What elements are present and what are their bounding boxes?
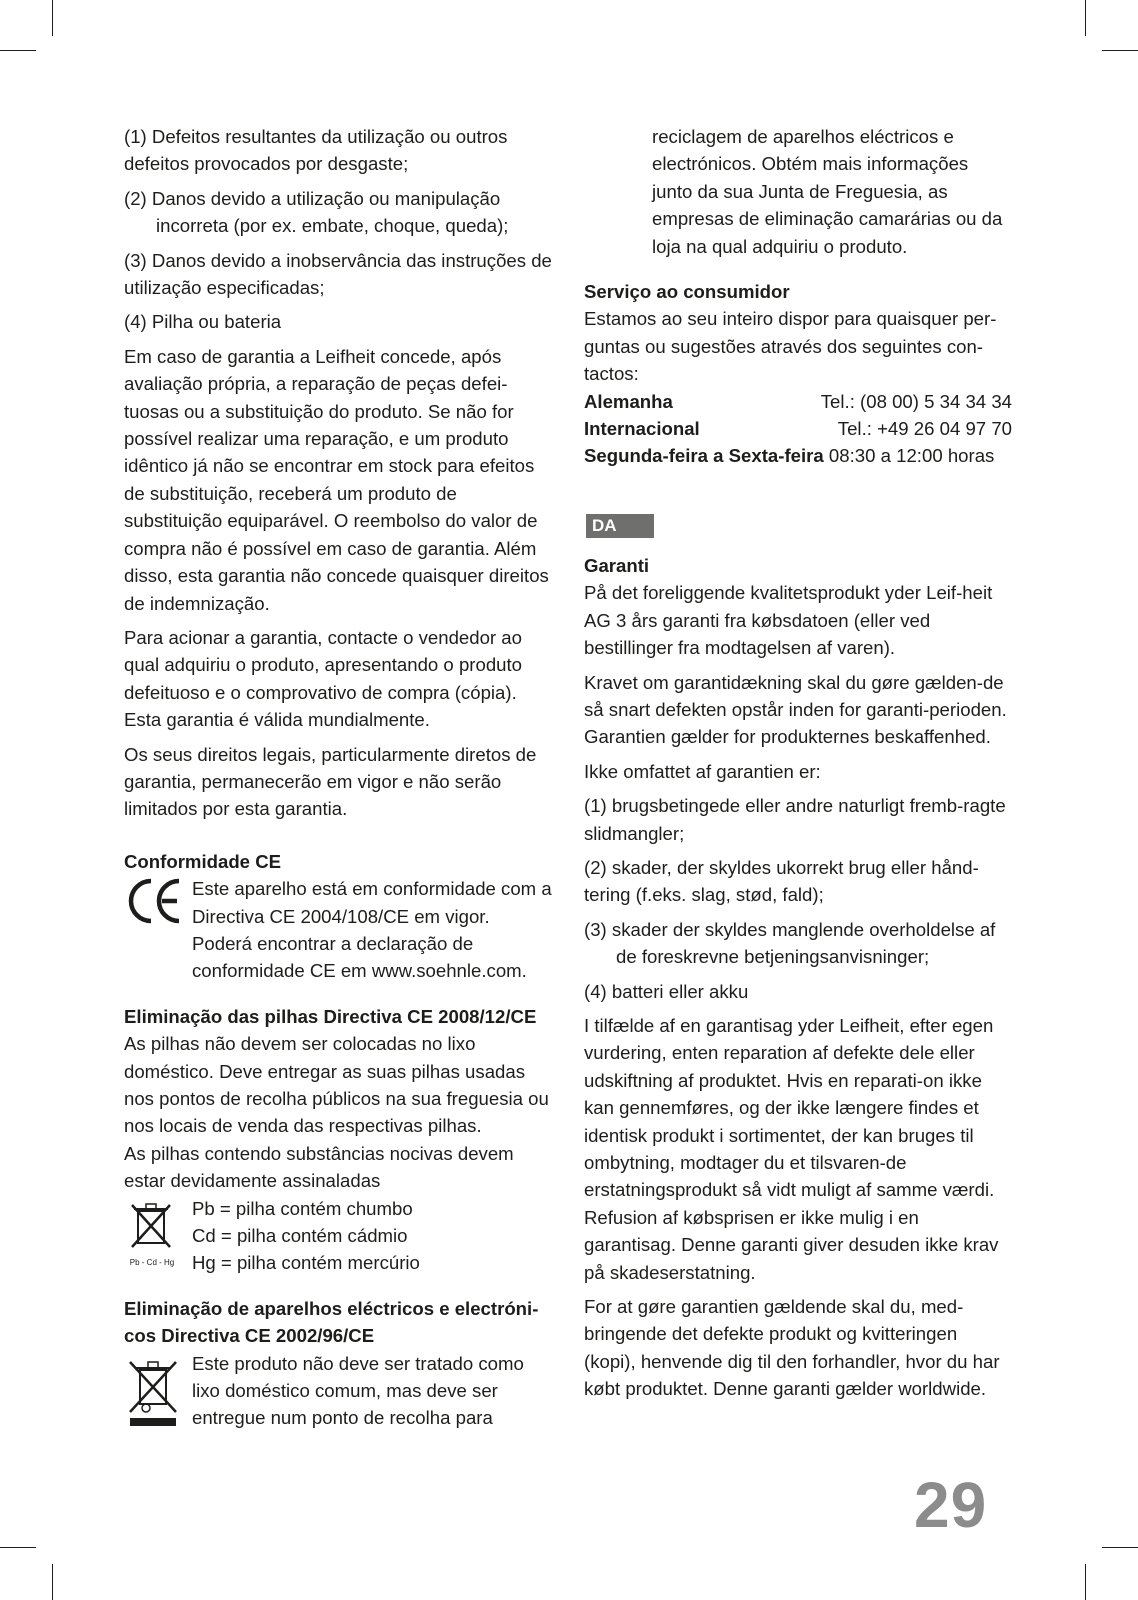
warranty-exclusion-4: (4) Pilha ou bateria	[124, 311, 282, 333]
warranty-exclusion-3: (3) Danos devido a inobservância das instruções de utilização especificadas;	[124, 249, 552, 299]
hours-label: Segunda-feira a Sexta-feira	[584, 445, 824, 467]
service-heading: Serviço ao consumidor	[584, 281, 790, 303]
weee-continued: reciclagem de aparelhos eléctricos e electrónicos. Obtém mais informações junto da sua Junta de Freguesia, as empresas de eliminação camarárias ou da loja na qual adquiriu o produto.	[652, 126, 1003, 257]
crop-mark	[0, 50, 36, 51]
contact-phone: Tel.: (08 00) 5 34 34 34	[820, 390, 1012, 412]
warranty-exclusion-2: (2) Danos devido a utilização ou manipulação incorreta (por ex. embate, choque, queda);	[124, 187, 509, 237]
battery-list	[192, 1195, 554, 1277]
crop-mark	[52, 1564, 53, 1600]
legal-rights-paragraph: Os seus direitos legais, particularmente diretos de garantia, permanecerão em vigor e não serão limitados por esta garantia.	[124, 743, 537, 820]
battery-list-item: Cd = pilha contém cádmio	[192, 1225, 408, 1247]
crop-mark	[1085, 1564, 1086, 1600]
contact-label: Internacional	[584, 418, 700, 440]
da-exclusion-4: (4) batteri eller akku	[584, 980, 749, 1002]
da-paragraph-5: For at gøre garantien gældende skal du, med-bringende det defekte produkt og kvitteringen (kopi), henvende dig til den forhandler, hvor du har købt produktet. Denne garanti gælder worldwide.	[584, 1296, 1000, 1400]
right-column	[584, 123, 1012, 1410]
ce-mark-icon	[124, 875, 192, 934]
crop-mark	[1102, 1547, 1138, 1548]
ce-heading: Conformidade CE	[124, 850, 282, 872]
da-exclusion-1: (1) brugsbetingede eller andre naturligt fremb-ragte slidmangler;	[584, 795, 1006, 844]
battery-heading: Eliminação das pilhas Directiva CE 2008/12/CE	[124, 1005, 537, 1027]
contact-phone: Tel.: +49 26 04 97 70	[837, 418, 1012, 440]
ce-text: Este aparelho está em conformidade com a Directiva CE 2004/108/CE em vigor. Poderá encontrar a declaração de conformidade CE em www.soehnle.com.	[192, 878, 552, 982]
contact-germany	[584, 388, 1012, 415]
crossed-bin-icon	[124, 1195, 192, 1268]
warranty-claim-paragraph: Para acionar a garantia, contacte o vendedor ao qual adquiriu o produto, apresentando o produto defeituoso e o comprovativo de compra (cópia). Esta garantia é válida mundialmente.	[124, 626, 523, 731]
weee-block	[124, 1350, 554, 1439]
battery-block	[124, 1195, 554, 1277]
left-column	[124, 123, 554, 1439]
contact-label: Alemanha	[584, 390, 673, 412]
da-exclusion-3: (3) skader der skyldes manglende overholdelse af de foreskrevne betjeningsanvisninger;	[584, 918, 996, 968]
battery-list-item: Pb = pilha contém chumbo	[192, 1197, 413, 1219]
weee-bin-icon	[124, 1350, 192, 1439]
service-text: Estamos ao seu inteiro dispor para quaisquer per-guntas ou sugestões através dos seguintes con-tactos:	[584, 308, 997, 385]
service-hours	[584, 442, 1012, 469]
crop-mark	[52, 0, 53, 36]
weee-text: Este produto não deve ser tratado como lixo doméstico comum, mas deve ser entregue num ponto de recolha para	[192, 1352, 524, 1429]
garanti-heading: Garanti	[584, 554, 650, 576]
crop-mark	[1085, 0, 1086, 36]
weee-heading: Eliminação de aparelhos eléctricos e electróni-cos Directiva CE 2002/96/CE	[124, 1297, 539, 1347]
warranty-paragraph: Em caso de garantia a Leifheit concede, após avaliação própria, a reparação de peças defei-tuosas ou a substituição do produto. Se não for possível realizar uma reparação, e um produto idêntico já não se encontrar em stock para efeitos de substituição, receberá um produto de substituição equiparável. O reembolso do valor de compra não é possível em caso de garantia. Além disso, esta garantia não concede quaisquer direitos de indemnização.	[124, 345, 549, 614]
warranty-exclusion-1: (1) Defeitos resultantes da utilização ou outros defeitos provocados por desgaste;	[124, 126, 508, 175]
da-paragraph-3: Ikke omfattet af garantien er:	[584, 760, 821, 782]
contact-international	[584, 415, 1012, 442]
crop-mark	[0, 1547, 36, 1548]
da-exclusion-2: (2) skader, der skyldes ukorrekt brug eller hånd-tering (f.eks. slag, stød, fald);	[584, 856, 979, 906]
hours-value: 08:30 a 12:00 horas	[828, 445, 995, 467]
language-badge: DA	[586, 514, 654, 538]
battery-icon-label: Pb - Cd - Hg	[129, 1258, 175, 1268]
battery-list-item: Hg = pilha contém mercúrio	[192, 1252, 420, 1274]
da-paragraph-2: Kravet om garantidækning skal du gøre gælden-de så snart defekten opstår inden for garanti-perioden. Garantien gælder for produkternes beskaffenhed.	[584, 671, 1007, 748]
page-number: 29	[914, 1469, 988, 1541]
crop-mark	[1102, 50, 1138, 51]
battery-text-2: As pilhas contendo substâncias nocivas devem estar devidamente assinaladas	[124, 1142, 514, 1192]
da-paragraph-4: I tilfælde af en garantisag yder Leifheit, efter egen vurdering, enten reparation af defekte dele eller udskiftning af produktet. Hvis en reparati-on ikke kan gennemføres, og der ikke længere findes et identisk produkt i sortimentet, der kan bruges til ombytning, modtager du et tilsvaren-de erstatningsprodukt så vidt muligt af samme værdi. Refusion af købsprisen er ikke mulig i en garantisag. Denne garanti giver desuden ikke krav på skadeserstatning.	[584, 1014, 999, 1283]
ce-block	[124, 875, 554, 985]
battery-text: As pilhas não devem ser colocadas no lixo doméstico. Deve entregar as suas pilhas usadas nos pontos de recolha públicos na sua freguesia ou nos locais de venda das respectivas pilhas.	[124, 1033, 549, 1137]
da-paragraph-1: På det foreliggende kvalitetsprodukt yder Leif-heit AG 3 års garanti fra købsdatoen (eller ved bestillinger fra modtagelsen af varen).	[584, 582, 993, 659]
